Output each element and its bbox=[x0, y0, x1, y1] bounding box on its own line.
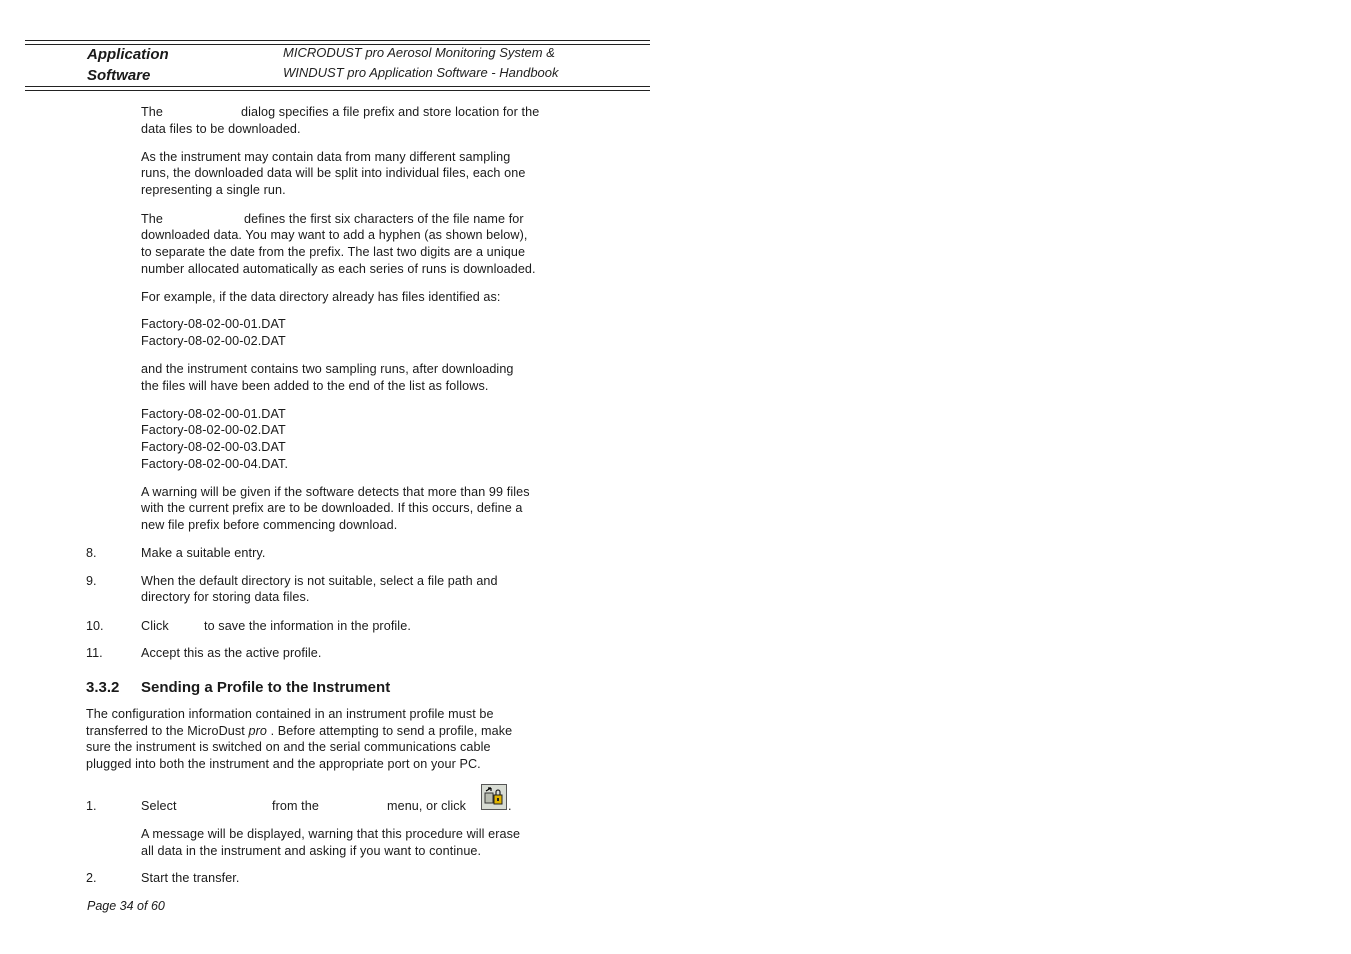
p1-line2: data files to be downloaded. bbox=[141, 122, 301, 136]
header-rule-top-1 bbox=[25, 40, 650, 41]
intro-line2-italic: pro bbox=[248, 724, 267, 738]
p2-line2: runs, the downloaded data will be split into individual files, each one bbox=[141, 166, 526, 180]
step-9-line2: directory for storing data files. bbox=[141, 590, 310, 604]
step-11-text: Accept this as the active profile. bbox=[141, 646, 322, 660]
file-before-2: Factory-08-02-00-02.DAT bbox=[141, 334, 286, 348]
p3-word-the: The bbox=[141, 212, 164, 226]
p5-line1: and the instrument contains two sampling runs, after downloading bbox=[141, 362, 514, 376]
step-2-number: 2. bbox=[86, 871, 97, 885]
step-10-rest: to save the information in the profile. bbox=[204, 619, 411, 633]
header-rule-bottom-1 bbox=[25, 86, 650, 87]
page-number: Page 34 of 60 bbox=[87, 899, 165, 913]
p3-line2: downloaded data. You may want to add a hyphen (as shown below), bbox=[141, 228, 528, 242]
header-title bbox=[283, 43, 559, 83]
p5-line2: the files will have been added to the end of the list as follows. bbox=[141, 379, 489, 393]
step-9-line1: When the default directory is not suitable, select a file path and bbox=[141, 574, 498, 588]
step-9-number: 9. bbox=[86, 574, 97, 588]
step-10-number: 10. bbox=[86, 619, 104, 633]
intro-line3: sure the instrument is switched on and the serial communications cable bbox=[86, 740, 491, 754]
section-heading bbox=[86, 678, 390, 698]
header-section-line2: Software bbox=[87, 67, 151, 84]
step-8-number: 8. bbox=[86, 546, 97, 560]
intro-line2-a: transferred to the MicroDust bbox=[86, 724, 249, 738]
file-before-1: Factory-08-02-00-01.DAT bbox=[141, 317, 286, 331]
p1-line1-rest: dialog specifies a file prefix and store location for the bbox=[241, 105, 540, 119]
step-1-note-line2: all data in the instrument and asking if you want to continue. bbox=[141, 844, 482, 858]
step-2-text: Start the transfer. bbox=[141, 871, 240, 885]
step-10-click: Click bbox=[141, 619, 169, 633]
step-1-menu: menu, or click bbox=[387, 799, 467, 813]
step-1-number: 1. bbox=[86, 799, 97, 813]
p6-line1: A warning will be given if the software detects that more than 99 files bbox=[141, 485, 530, 499]
intro-line2-b: . Before attempting to send a profile, make bbox=[267, 724, 513, 738]
p2-line1: As the instrument may contain data from many different sampling bbox=[141, 150, 511, 164]
file-after-3: Factory-08-02-00-03.DAT bbox=[141, 440, 286, 454]
header-section-line1: Application bbox=[87, 46, 169, 63]
header-title-line2: WINDUST pro Application Software - Handbook bbox=[283, 65, 559, 80]
step-1-from-the: from the bbox=[272, 799, 319, 813]
section-title: Sending a Profile to the Instrument bbox=[141, 679, 391, 696]
file-after-1: Factory-08-02-00-01.DAT bbox=[141, 407, 286, 421]
intro-line4: plugged into both the instrument and the appropriate port on your PC. bbox=[86, 757, 481, 771]
send-to-instrument-icon[interactable] bbox=[481, 784, 507, 810]
header-section bbox=[87, 44, 169, 86]
p3-line4: number allocated automatically as each series of runs is downloaded. bbox=[141, 262, 536, 276]
p6-line3: new file prefix before commencing download. bbox=[141, 518, 398, 532]
step-8-text: Make a suitable entry. bbox=[141, 546, 266, 560]
header-title-line1: MICRODUST pro Aerosol Monitoring System & bbox=[283, 45, 555, 60]
p1-word-the: The bbox=[141, 105, 164, 119]
step-1-period: . bbox=[508, 799, 512, 813]
file-after-4: Factory-08-02-00-04.DAT. bbox=[141, 457, 289, 471]
step-1-note-line1: A message will be displayed, warning that this procedure will erase bbox=[141, 827, 521, 841]
file-after-2: Factory-08-02-00-02.DAT bbox=[141, 423, 286, 437]
intro-line1: The configuration information contained in an instrument profile must be bbox=[86, 707, 494, 721]
step-1-select: Select bbox=[141, 799, 177, 813]
p2-line3: representing a single run. bbox=[141, 183, 286, 197]
intro-line2 bbox=[86, 723, 512, 740]
section-number: 3.3.2 bbox=[86, 679, 120, 696]
p4-line: For example, if the data directory already has files identified as: bbox=[141, 290, 501, 304]
p6-line2: with the current prefix are to be downloaded. If this occurs, define a bbox=[141, 501, 523, 515]
step-11-number: 11. bbox=[86, 646, 103, 660]
p3-line3: to separate the date from the prefix. The last two digits are a unique bbox=[141, 245, 526, 259]
send-to-instrument-glyph bbox=[482, 785, 506, 809]
header-rule-bottom-2 bbox=[25, 90, 650, 91]
p3-line1-rest: defines the first six characters of the file name for bbox=[244, 212, 524, 226]
